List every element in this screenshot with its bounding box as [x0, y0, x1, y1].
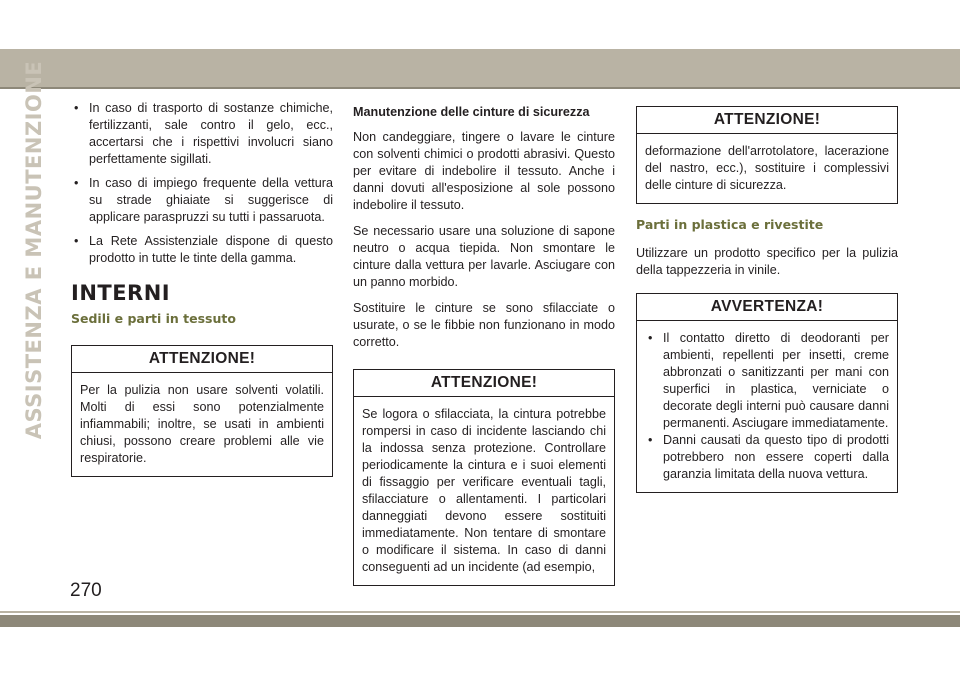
header-rule [0, 87, 960, 89]
warning-text: Per la pulizia non usare solventi volatili. Molti di essi sono potenzialmente infiammabili; inoltre, se usati in ambienti chiusi, possono creare problemi alle vie respiratorie. [80, 383, 324, 465]
caution-box [636, 293, 898, 493]
header-band [0, 49, 960, 87]
subsection-title: Sedili e parti in tessuto [71, 311, 236, 326]
footer-band [0, 615, 960, 627]
warning-title: ATTENZIONE! [72, 346, 332, 373]
side-chapter-tab [14, 60, 54, 440]
subsection-title: Parti in plastica e rivestite [636, 217, 824, 232]
warning-box [353, 369, 615, 586]
warning-text: deformazione dell'arrotolatore, lacerazione del nastro, ecc.), sostituire i complessivi delle cinture di sicurezza. [645, 144, 889, 192]
warning-text: Se logora o sfilacciata, la cintura potrebbe rompersi in caso di incidente lasciando chi la indossa senza protezione. Controllare periodicamente la cintura e i suoi elementi di fissaggio per verificare eventuali tagli, sfilacciature o allentamenti. I particolari danneggiati devono essere sostituiti immediatamente. Non tentare di smontare o modificare il sistema. In caso di danni conseguenti ad un incidente (ad esempio, [362, 407, 606, 574]
paragraph: Utilizzare un prodotto specifico per la pulizia della tappezzeria in vinile. [636, 246, 898, 277]
warning-box [636, 106, 898, 204]
warning-title: ATTENZIONE! [637, 107, 897, 134]
footer-rule [0, 611, 960, 613]
bullet-list [71, 100, 333, 267]
page-number: 270 [70, 580, 102, 601]
warning-box [71, 345, 333, 477]
paragraph: Se necessario usare una soluzione di sapone neutro o acqua tiepida. Non smontare le cinture dalla vettura per lavarle. Asciugare con un panno morbido. [353, 224, 615, 289]
section-title: INTERNI [71, 281, 171, 305]
column-left [71, 100, 333, 477]
paragraph: Sostituire le cinture se sono sfilacciate o usurate, o se le fibbie non funzionano in modo corretto. [353, 301, 615, 349]
side-chapter-label: ASSISTENZA E MANUTENZIONE [22, 60, 46, 440]
list-item: • Danni causati da questo tipo di prodotti potrebbero non essere coperti dalla garanzia limitata della nuova vettura. [645, 432, 889, 483]
caution-body [637, 321, 897, 492]
paragraph: Non candeggiare, tingere o lavare le cinture con solventi chimici o prodotti abrasivi. Questo per evitare di indebolire il tessuto. Anche i danni dovuti all'esposizione al sole possono indebolire il tessuto. [353, 130, 615, 212]
list-item: • In caso di impiego frequente della vettura su strade ghiaiate si suggerisce di applicare paraspruzzi su tutti i passaruota. [71, 175, 333, 226]
list-item: • In caso di trasporto di sostanze chimiche, fertilizzanti, sale contro il gelo, ecc., accertarsi che i rispettivi involucri siano perfettamente sigillati. [71, 100, 333, 168]
column-middle [353, 100, 615, 586]
caution-title: AVVERTENZA! [637, 294, 897, 321]
warning-title: ATTENZIONE! [354, 370, 614, 397]
bullet-list [645, 330, 889, 483]
list-item: • Il contatto diretto di deodoranti per ambienti, repellenti per insetti, creme abbronzati o sanitizzanti per mani con superfici in plastica, verniciate o decorate degli interni può causare danni permanenti. Asciugare immediatamente. [645, 330, 889, 432]
column-right [636, 100, 898, 493]
section-heading: Manutenzione delle cinture di sicurezza [353, 105, 590, 119]
list-item: • La Rete Assistenziale dispone di questo prodotto in tutte le tinte della gamma. [71, 233, 333, 267]
